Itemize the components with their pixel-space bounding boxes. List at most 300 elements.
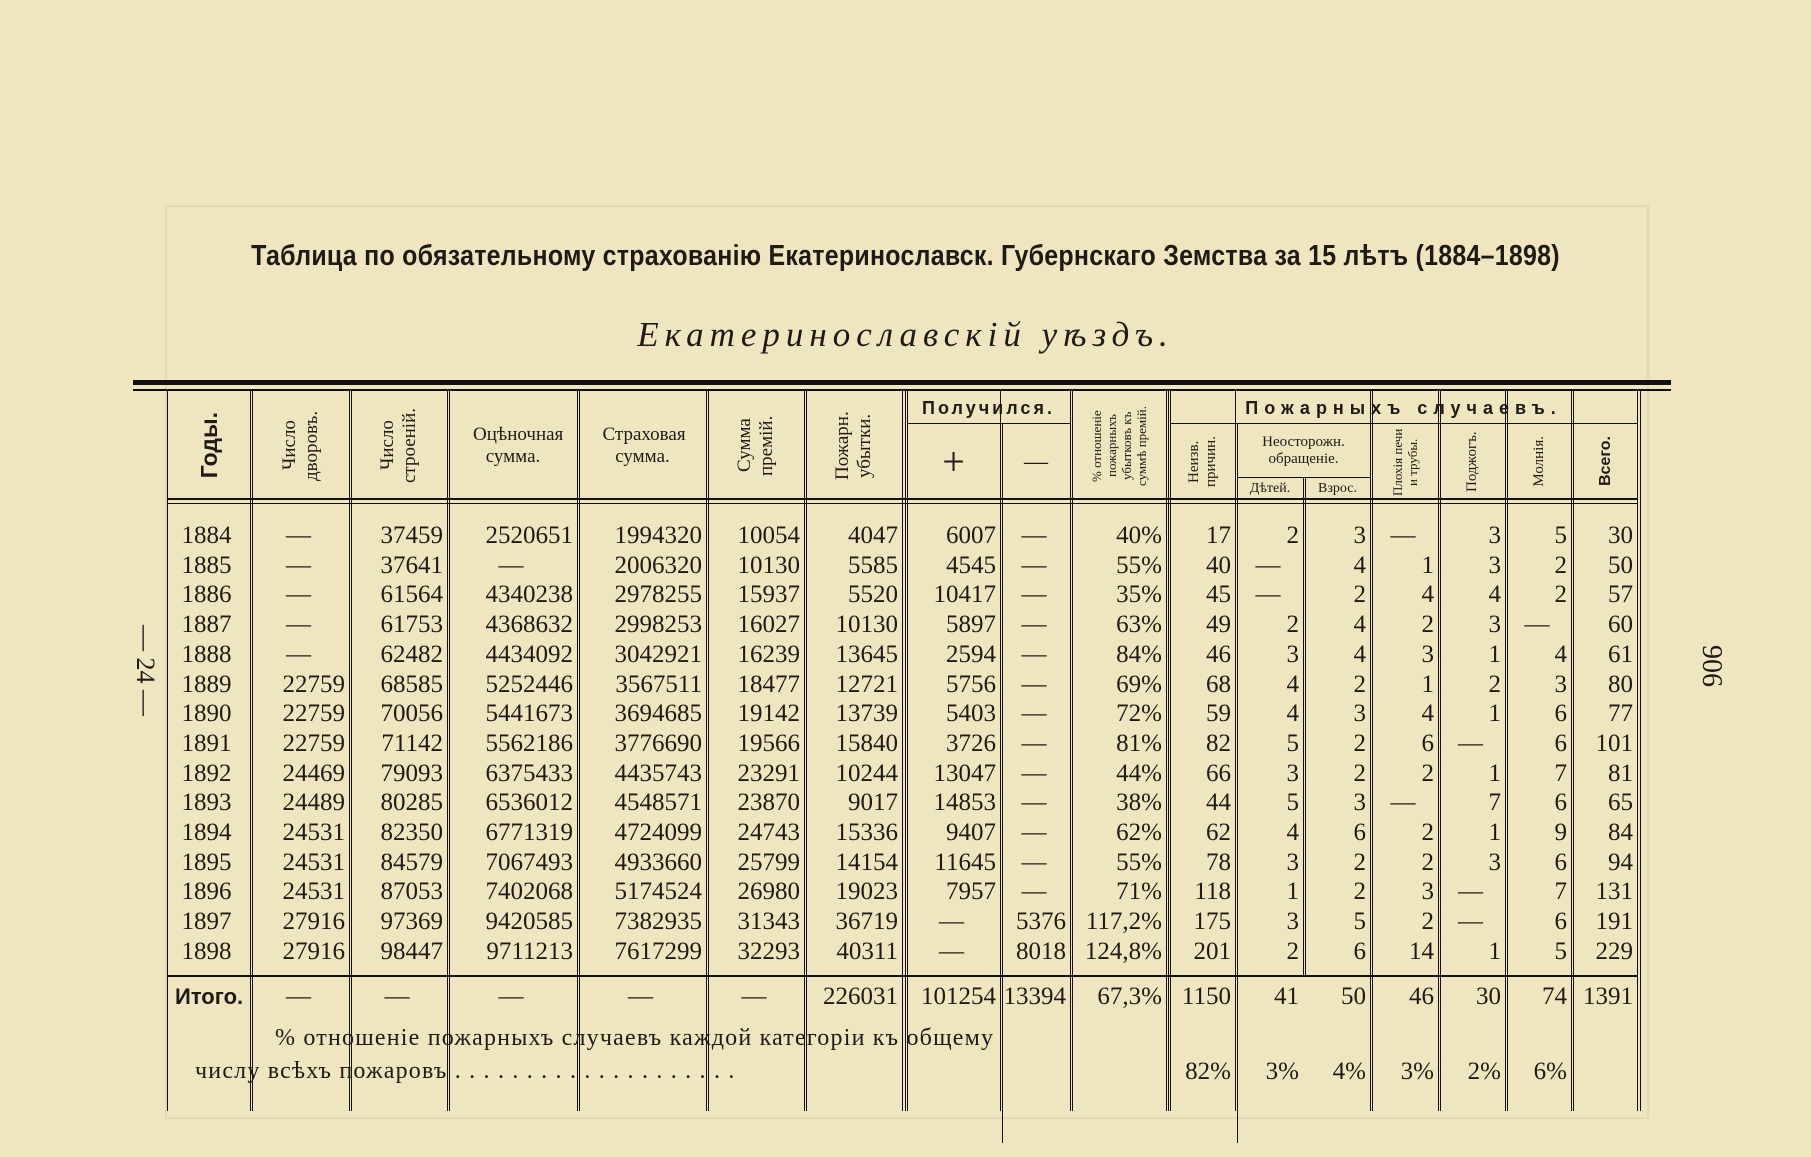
table-cell: 4 [1353,640,1366,668]
table-cell: — [1021,819,1047,846]
table-cell: — [1021,729,1047,757]
table-cell: 9407 [946,819,996,846]
table-cell: — [1021,789,1047,817]
table-cell: 2978255 [614,581,702,609]
table-cell: — [498,551,524,579]
column-rule [1640,391,1641,1111]
table-cell: 5174524 [614,878,702,906]
table-cell: 4435743 [614,759,702,787]
total-cell: 46 [1409,983,1434,1010]
table-cell: 10130 [835,611,898,639]
percent-cell: 6% [1533,1058,1567,1085]
table-cell: 25799 [737,848,800,876]
table-cell: 191 [1595,908,1633,936]
table-cell: 5756 [946,670,996,698]
table-cell: 15840 [835,729,898,757]
row-year: 1889 [181,670,232,698]
column-rule [1070,391,1071,1111]
table-cell: 4933660 [614,848,702,876]
table-cell: 7 [1488,789,1501,817]
table-cell: — [939,937,964,965]
column-rule [902,391,903,1111]
column-rule [706,391,707,1111]
table-cell: 2 [1286,937,1299,965]
column-rule [1166,391,1167,1111]
table-cell: 4 [1421,581,1434,609]
table-cell: 16239 [737,640,800,668]
table-cell: 4 [1554,640,1567,668]
table-cell: 8018 [1016,937,1066,965]
table-cell: 97369 [380,908,443,936]
table-cell: 3726 [946,729,996,757]
table-cell: 9420585 [485,908,573,936]
header-insured: Страховая сумма. [602,423,686,467]
header-children: Дѣтей. [1249,481,1291,496]
table-cell: 1 [1488,700,1501,728]
table-cell: 62% [1116,819,1162,846]
table-cell: 124,8% [1084,937,1162,965]
table-cell: 3 [1488,848,1501,876]
table-cell: 7067493 [485,848,573,876]
table-cell: — [1458,908,1483,936]
table-cell: 5376 [1016,908,1066,936]
table-cell: 117,2% [1085,908,1162,936]
header-unknown: Неизв. причин. [1185,436,1219,487]
table-cell: 69% [1116,670,1162,698]
table-cell: 131 [1595,878,1633,906]
table-cell: 12721 [835,670,898,698]
table-cell: 6771319 [485,819,573,846]
table-cell: 40311 [836,937,898,965]
table-cell: — [1021,611,1047,639]
column-rule [447,391,448,1111]
table-cell: 7 [1554,878,1567,906]
table-cell: 3 [1286,759,1299,787]
table-cell: 2 [1353,878,1366,906]
table-cell: 3 [1286,848,1299,876]
table-cell: — [939,908,964,936]
table-cell: 4545 [946,551,996,579]
table-cell: — [1524,611,1550,639]
table-cell: — [1021,759,1047,787]
table-cell: — [1021,640,1047,668]
table-cell: 5 [1554,522,1567,549]
table-cell: 61 [1608,640,1633,668]
table-cell: 55% [1116,551,1162,579]
table-cell: 4368632 [485,611,573,639]
table-cell: 24531 [282,878,345,906]
table-cell: 6 [1421,729,1434,757]
table-cell: 5 [1353,908,1366,936]
column-rule [905,391,906,1111]
table-cell: 1 [1488,640,1501,668]
table-cell: 5403 [946,700,996,728]
table-cell: 87053 [380,878,443,906]
table-cell: 6 [1554,729,1567,757]
table-cell: — [1021,581,1047,609]
table-cell: 18477 [737,670,800,698]
row-year: 1898 [181,937,232,965]
table-cell: 3 [1286,908,1299,936]
table-cell: 82350 [380,819,443,846]
column-rule [349,391,350,1111]
table-cell: 1994320 [614,522,702,549]
total-cell: 30 [1476,983,1501,1010]
total-cell: 13394 [1003,983,1066,1010]
table-cell: — [1021,848,1047,876]
row-year: 1893 [181,789,232,817]
table-cell: — [1021,670,1047,698]
table-cell: 45 [1206,581,1231,609]
header-minus: — [1024,448,1048,475]
table-cell: — [286,640,311,668]
table-cell: 16027 [737,611,800,639]
table-cell: 27916 [282,908,345,936]
table-cell: 6 [1554,700,1567,728]
table-cell: 35% [1116,581,1162,609]
row-year: 1886 [181,581,232,609]
header-appraised: Оцѣночная сумма. [473,423,564,467]
table-cell: 61564 [380,581,443,609]
table-cell: 10244 [835,759,898,787]
header-plus: + [942,438,965,484]
table-cell: 50 [1608,551,1633,579]
table-cell: 4 [1286,819,1299,846]
table-cell: — [1255,551,1281,579]
table-cell: 59 [1206,700,1231,728]
table-cell: 4548571 [614,789,702,817]
table-cell: 3 [1353,789,1366,817]
table-cell: 72% [1116,700,1162,728]
column-rule [1637,391,1638,1111]
column-rule [1168,391,1169,1111]
header-years: Годы. [195,412,222,479]
table-cell: — [286,611,311,639]
total-cell: 67,3% [1097,983,1162,1010]
table-cell: 6536012 [485,789,573,817]
table-cell: 2 [1286,522,1299,549]
table-cell: 80 [1608,670,1633,698]
table-cell: 2 [1353,729,1366,757]
table-cell: 2006320 [614,551,702,579]
table-cell: 118 [1194,878,1231,906]
table-cell: 10417 [933,581,996,609]
table-cell: 6 [1353,819,1366,846]
table-cell: 1 [1421,670,1434,698]
table-cell: 4 [1286,700,1299,728]
header-fires-group: Пожарныхъ случаевъ. [1245,398,1562,418]
table-cell: 37459 [380,522,443,549]
top-thick-rule [133,380,1671,385]
table-cell: 24469 [282,759,345,787]
table-cell: 3 [1554,670,1567,698]
table-cell: — [1021,551,1047,579]
table-cell: 5 [1286,789,1299,817]
table-cell: 2 [1353,670,1366,698]
table-cell: 5441673 [485,700,573,728]
total-cell: — [741,983,767,1010]
table-cell: 44 [1206,789,1231,817]
table-cell: 2 [1353,848,1366,876]
table-cell: 13047 [933,759,996,787]
table-cell: 40 [1206,551,1231,579]
table-cell: 66 [1206,759,1231,787]
table-cell: 7957 [946,878,996,906]
table-cell: 24531 [282,848,345,876]
total-cell: — [498,983,524,1010]
page-number-left: — 24 — [131,625,160,716]
page-number-right: 906 [1696,645,1727,687]
table-cell: 49 [1206,611,1231,639]
table-cell: 9711213 [486,937,573,965]
table-cell: 24743 [737,819,800,846]
table-cell: 4724099 [614,819,702,846]
table-cell: 37641 [380,551,443,579]
table-cell: 4 [1353,551,1366,579]
table-cell: 2 [1353,759,1366,787]
header-premiums: Сумма премій. [734,415,777,476]
table-cell: 19566 [737,729,800,757]
total-cell: 1150 [1181,983,1231,1010]
table-cell: 3 [1286,640,1299,668]
table-cell: 6 [1353,937,1366,965]
table-cell: 61753 [380,611,443,639]
table-cell: 2 [1421,759,1434,787]
table-cell: — [1390,789,1416,817]
table-cell: 31343 [737,908,800,936]
table-cell: 77 [1608,700,1633,728]
column-rule [1000,391,1001,1111]
table-cell: 19142 [737,700,800,728]
header-adults: Взрос. [1318,481,1357,496]
table-cell: 9017 [848,789,898,817]
table-cell: — [286,551,311,579]
column-rule [1438,391,1439,1111]
table-cell: 15937 [737,581,800,609]
table-cell: 68 [1206,670,1231,698]
table-cell: 3776690 [614,729,702,757]
table-cell: — [1255,581,1281,609]
header-total: Всего. [1596,436,1614,487]
table-cell: — [1458,878,1483,906]
header-lightning: Молнія. [1530,436,1547,487]
total-cell: — [628,983,653,1010]
row-year: 1887 [181,611,232,639]
table-cell: 70056 [380,700,443,728]
row-year: 1895 [181,848,232,876]
table-cell: 94 [1608,848,1633,876]
table-cell: — [1458,729,1483,757]
table-cell: 2 [1421,819,1434,846]
table-cell: 3 [1488,611,1501,639]
table-cell: 22759 [282,700,345,728]
table-cell: 3 [1488,551,1501,579]
table-cell: 15336 [835,819,898,846]
table-cell: 5897 [946,611,996,639]
table-cell: 19023 [835,878,898,906]
table-cell: 24489 [282,789,345,817]
table-cell: — [1021,700,1047,728]
table-cell: 2 [1286,611,1299,639]
column-rule [577,391,578,1111]
table-cell: 55% [1116,848,1162,876]
row-year: 1890 [181,700,232,728]
header-stoves: Плохія печи и трубы. [1390,427,1420,496]
table-cell: 5252446 [485,670,573,698]
table-cell: 57 [1608,581,1633,609]
table-cell: 14 [1409,937,1434,965]
table-cell: 7402068 [485,878,573,906]
table-cell: 2 [1421,908,1434,936]
total-cell: 226031 [823,983,898,1010]
table-cell: 23870 [737,789,800,817]
table-cell: 3694685 [614,700,702,728]
table-cell: 2 [1421,611,1434,639]
table-cell: 22759 [282,670,345,698]
table-cell: 84579 [380,848,443,876]
table-cell: 1 [1286,878,1299,906]
table-cell: — [1390,522,1416,549]
table-cell: 4 [1353,611,1366,639]
table-cell: 62 [1206,819,1231,846]
row-year: 1884 [181,522,232,549]
column-rule [1303,477,1304,975]
table-cell: 68585 [380,670,443,698]
table-cell: 26980 [737,878,800,906]
row-year: 1896 [181,878,232,906]
table-cell: 2 [1554,551,1567,579]
group-rule-fires [1170,423,1637,424]
table-cell: 3 [1353,700,1366,728]
table-cell: 3567511 [615,670,702,698]
total-label: Итого. [175,984,244,1009]
table-cell: 10054 [737,522,800,549]
table-cell: 6 [1554,908,1567,936]
table-cell: 14853 [933,789,996,817]
percent-cell: 4% [1332,1058,1366,1085]
table-cell: 27916 [282,937,345,965]
table-cell: 11645 [934,848,996,876]
table-cell: 5520 [848,581,898,609]
table-cell: 4434092 [485,640,573,668]
percent-cell: 3% [1265,1058,1299,1085]
table-cell: 1 [1488,937,1501,965]
table-cell: 3 [1421,640,1434,668]
total-cell: 50 [1341,983,1366,1010]
table-cell: 62482 [380,640,443,668]
table-cell: 32293 [737,937,800,965]
table-cell: 10130 [737,551,800,579]
total-cell: — [286,983,311,1010]
table-cell: 13739 [835,700,898,728]
table-cell: 229 [1595,937,1633,965]
row-year: 1888 [181,640,232,668]
row-year: 1885 [181,551,232,579]
table-cell: 2 [1421,848,1434,876]
table-cell: — [286,581,311,609]
percent-cell: 3% [1400,1058,1434,1085]
table-cell: 3 [1353,522,1366,549]
table-cell: 7382935 [614,908,702,936]
table-cell: 81 [1608,759,1633,787]
row-year: 1897 [181,908,232,936]
table-cell: 65 [1608,789,1633,817]
table-cell: 5585 [848,551,898,579]
table-cell: 175 [1193,908,1231,936]
percent-cell: 2% [1467,1058,1501,1085]
group-rule-result [907,423,1070,424]
table-cell: 79093 [380,759,443,787]
header-result-group: Получился. [922,398,1055,418]
table-cell: 2520651 [485,522,573,549]
header-households: Число дворовъ. [278,410,322,481]
table-cell: 22759 [282,729,345,757]
table-cell: 71% [1116,878,1162,906]
note-line-1: % отношеніе пожарныхъ случаевъ каждой категоріи къ общему [275,1025,995,1051]
table-cell: 2 [1554,581,1567,609]
row-year: 1891 [181,729,232,757]
table-cell: 81% [1116,729,1162,757]
table-cell: 84 [1608,819,1633,846]
table-cell: 60 [1608,611,1633,639]
header-ratio: % отношеніе пожарныхъ убытковъ къ суммѣ премій. [1089,405,1149,486]
table-cell: 1 [1421,551,1434,579]
table-cell: 5 [1554,937,1567,965]
table-cell: 98447 [380,937,443,965]
row-year: 1894 [181,819,232,846]
table-cell: 2 [1353,581,1366,609]
table-cell: 24531 [282,819,345,846]
table-cell: 2998253 [614,611,702,639]
table-cell: — [1021,878,1047,906]
total-cell: 41 [1274,983,1299,1010]
column-rule [1235,391,1236,1111]
table-cell: 71142 [381,729,443,757]
table-cell: 4340238 [485,581,573,609]
table-cell: 4 [1421,700,1434,728]
column-rule [804,391,805,1111]
note-line-2: числу всѣхъ пожаровъ . . . . . . . . . . . . . . . . . . . . [195,1058,736,1084]
table-cell: 7 [1554,759,1567,787]
table-cell: — [1021,522,1047,549]
table-cell: 101 [1595,729,1633,757]
column-rule [1571,391,1572,1111]
column-rule [1505,391,1506,1111]
table-cell: 80285 [380,789,443,817]
header-arson: Поджогъ. [1464,430,1480,492]
column-rule [1370,391,1371,1111]
total-cell: 1391 [1583,983,1633,1010]
table-cell: 36719 [835,908,898,936]
table-cell: 44% [1116,759,1162,787]
table-cell: 5 [1286,729,1299,757]
district-subtitle: Екатеринославскій уѣздъ. [637,315,1174,354]
header-careless: Неосторожн. обращеніе. [1262,434,1345,467]
table-cell: 3042921 [614,640,702,668]
table-cell: 201 [1193,937,1231,965]
table-cell: 2594 [946,640,996,668]
table-cell: 84% [1116,640,1162,668]
header-buildings: Число строеній. [377,408,420,483]
table-cell: 3 [1421,878,1434,906]
header-losses: Пожарн. убытки. [832,411,875,480]
table-cell: 23291 [737,759,800,787]
table-cell: 14154 [835,848,898,876]
total-cell: 74 [1542,983,1567,1010]
table-cell: 13645 [835,640,898,668]
table-cell: 30 [1608,522,1633,549]
table-cell: 6007 [946,522,996,549]
